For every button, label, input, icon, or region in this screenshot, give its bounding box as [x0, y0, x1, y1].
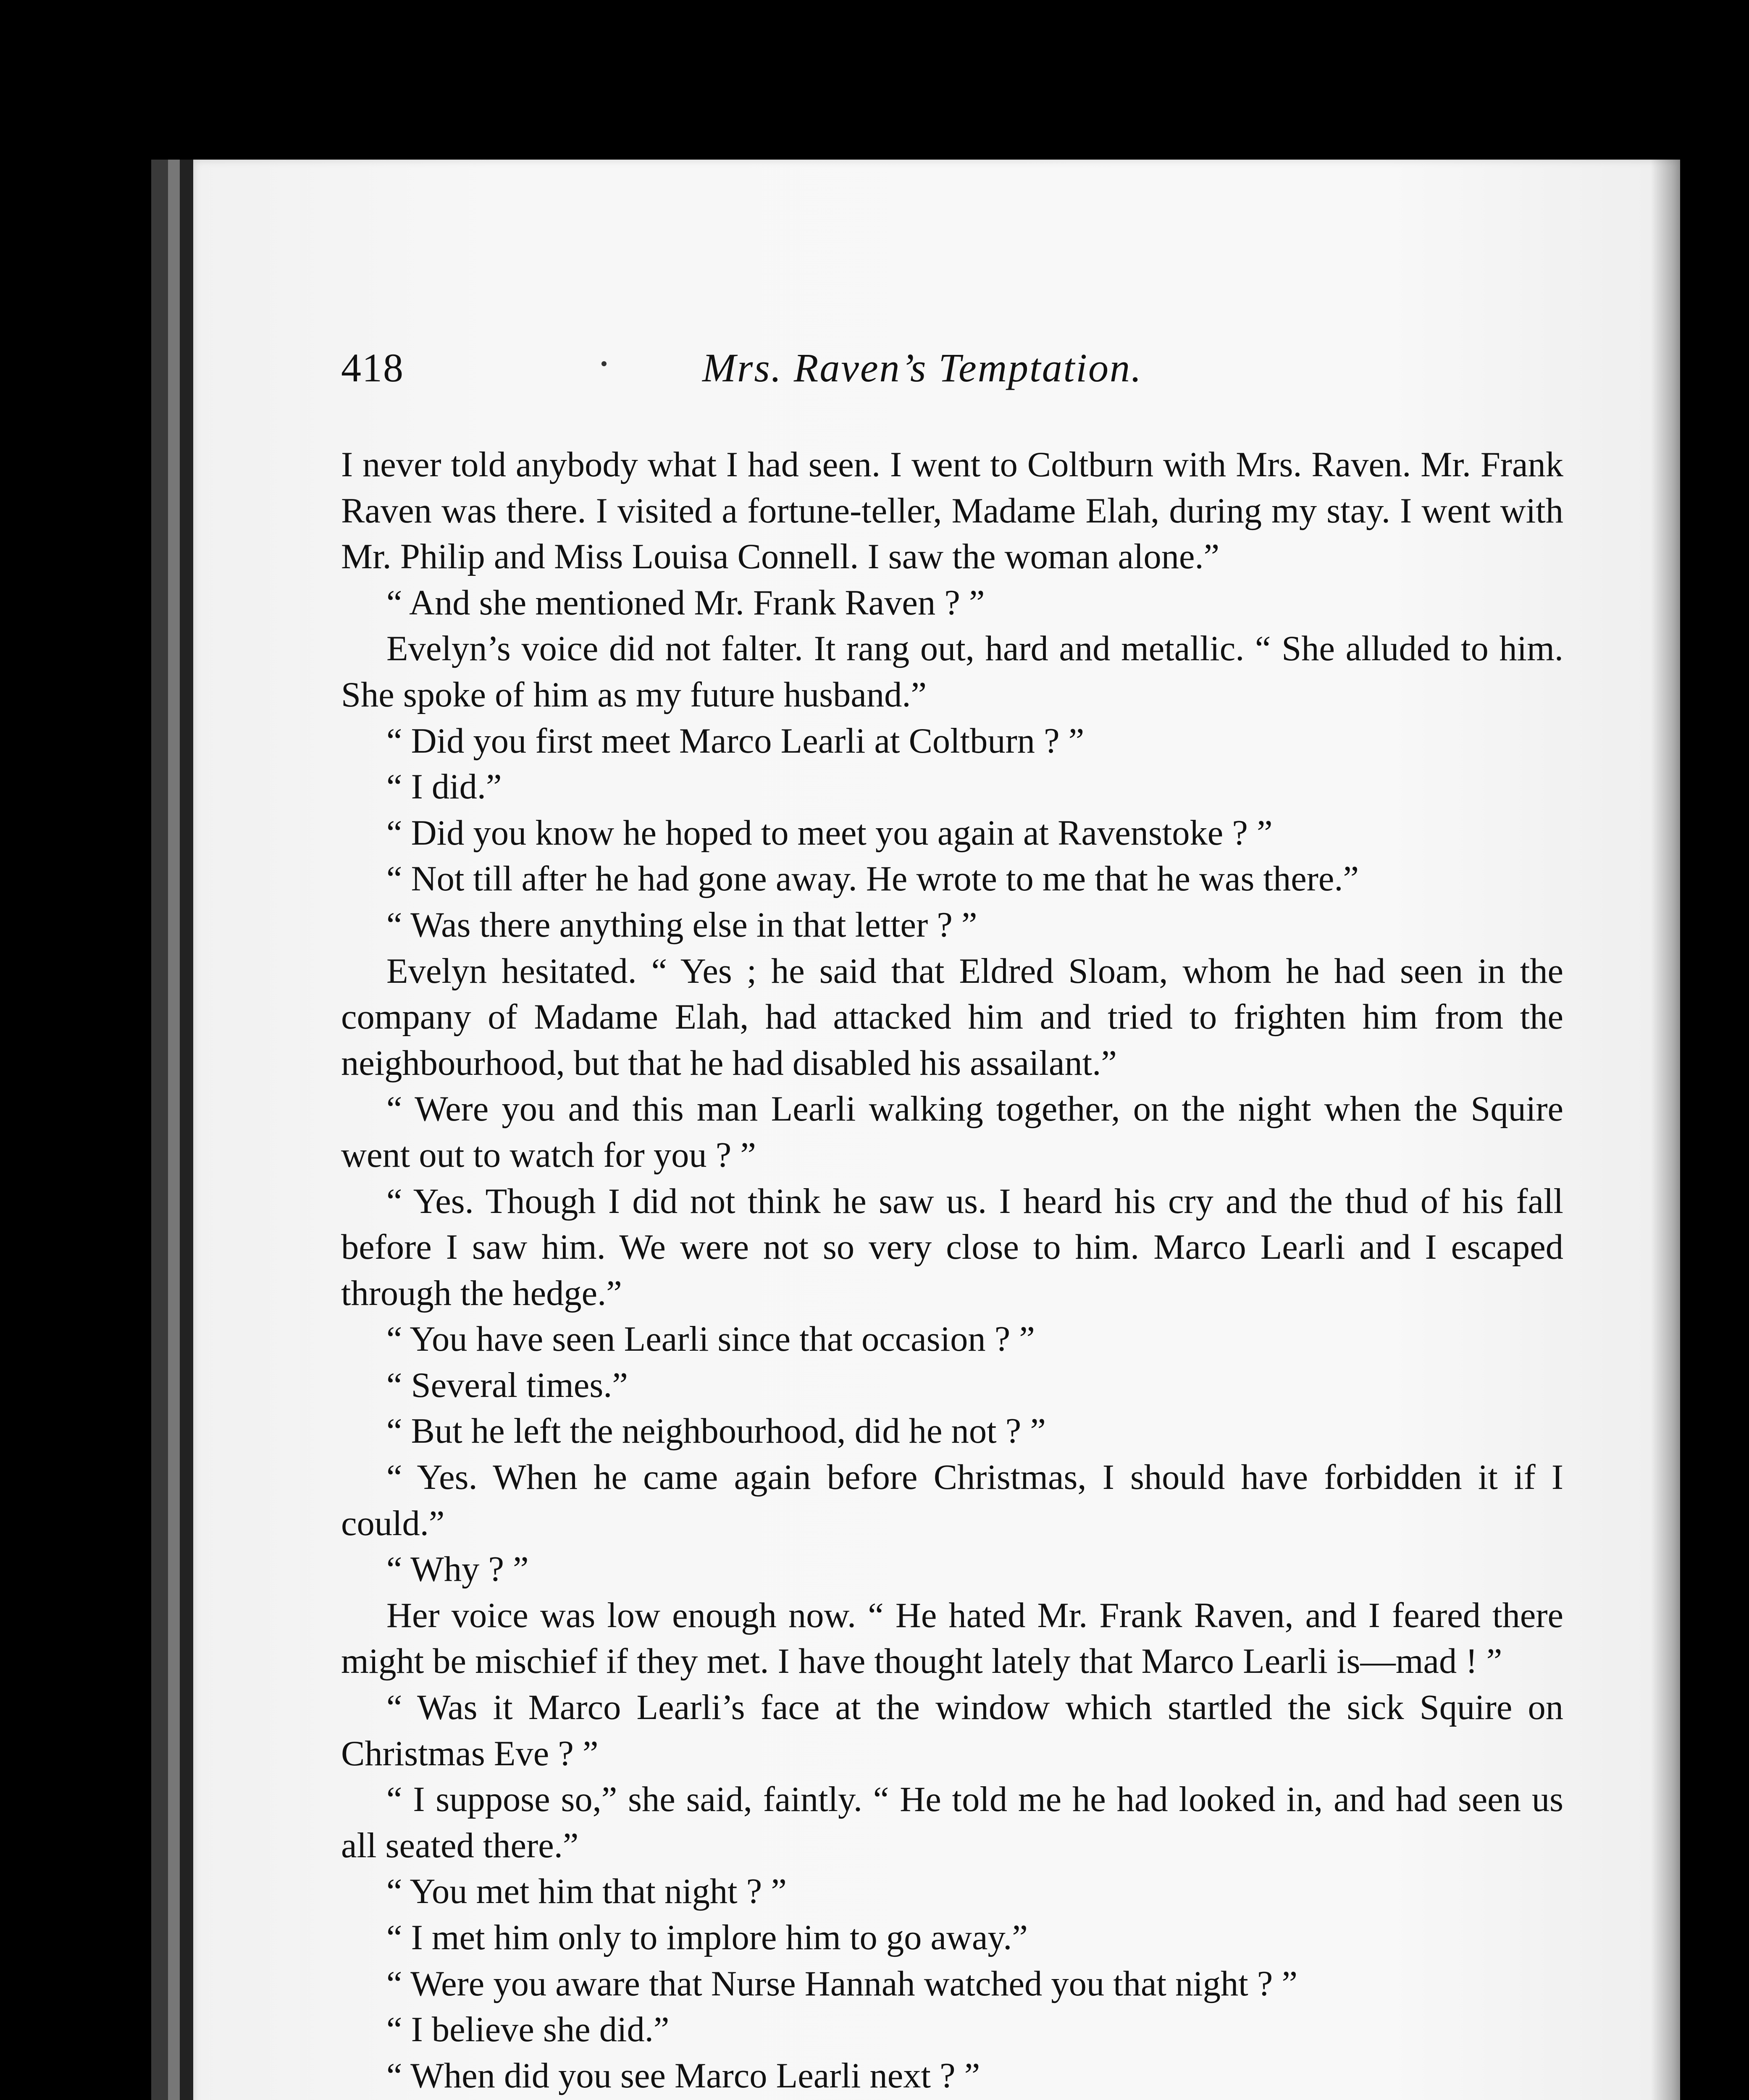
page-number: 418 [341, 345, 404, 390]
paragraph: “ Yes. When he came again before Christmas, I should have forbidden it if I could.” [341, 1458, 1563, 1543]
paragraph: “ Did you first meet Marco Learli at Coltburn ? ” [386, 721, 1085, 761]
paragraph: Evelyn’s voice did not falter. It rang out, hard and metallic. “ She alluded to him. She spoke of him as my future husband.” [341, 629, 1563, 714]
paragraph: “ I believe she did.” [386, 2010, 670, 2050]
paragraph: “ Was there anything else in that letter ? ” [386, 905, 977, 945]
paragraph: “ Were you aware that Nurse Hannah watched you that night ? ” [386, 1964, 1298, 2003]
binding-gutter-edge [168, 160, 180, 2100]
paragraph: “ I did.” [386, 767, 502, 807]
paragraph: “ Was it Marco Learli’s face at the window which startled the sick Squire on Christmas Eve ? ” [341, 1688, 1563, 1773]
paragraph: “ Why ? ” [386, 1550, 529, 1589]
binding-gutter-shadow [180, 160, 193, 2100]
paragraph: “ I suppose so,” she said, faintly. “ He told me he had looked in, and had seen us all seated there.” [341, 1780, 1563, 1865]
running-head-title: Mrs. Raven’s Temptation. [702, 345, 1143, 390]
paragraph: “ Yes. Though I did not think he saw us. I heard his cry and the thud of his fall before I saw him. We were not so very close to him. Marco Learli and I escaped through the hedge.” [341, 1181, 1563, 1313]
paragraph: “ You met him that night ? ” [386, 1872, 787, 1911]
paragraph: I never told anybody what I had seen. I went to Coltburn with Mrs. Raven. Mr. Frank Raven was there. I visited a fortune-teller, Madame Elah, during my stay. I went with Mr. Philip and Miss Louisa Connell. I saw the woman alone.” [341, 445, 1563, 577]
paragraph: “ Did you know he hoped to meet you again at Ravenstoke ? ” [386, 813, 1273, 853]
paragraph: “ Several times.” [386, 1365, 628, 1405]
paragraph: “ But he left the neighbourhood, did he not ? ” [386, 1412, 1046, 1451]
page-edge-shadow [1651, 160, 1680, 2100]
paragraph: “ When did you see Marco Learli next ? ” [386, 2056, 980, 2095]
ink-speck [601, 361, 607, 366]
paragraph: “ You have seen Learli since that occasion ? ” [386, 1320, 1035, 1359]
paragraph: “ I met him only to implore him to go away.” [386, 1918, 1028, 1957]
paragraph: “ And she mentioned Mr. Frank Raven ? ” [386, 583, 985, 622]
paragraph: “ Were you and this man Learli walking together, on the night when the Squire went out to watch for you ? ” [341, 1089, 1563, 1175]
paragraph: “ Not till after he had gone away. He wrote to me that he was there.” [386, 859, 1359, 899]
binding-gutter [151, 160, 168, 2100]
running-head [341, 344, 1192, 395]
body-text [341, 442, 1563, 2100]
paragraph: Evelyn hesitated. “ Yes ; he said that Eldred Sloam, whom he had seen in the company of Madame Elah, had attacked him and tried to frighten him from the neighbourhood, but that he had disabled his assailant.” [341, 951, 1563, 1083]
paragraph: Her voice was low enough now. “ He hated Mr. Frank Raven, and I feared there might be mischief if they met. I have thought lately that Marco Learli is—mad ! ” [341, 1596, 1563, 1681]
